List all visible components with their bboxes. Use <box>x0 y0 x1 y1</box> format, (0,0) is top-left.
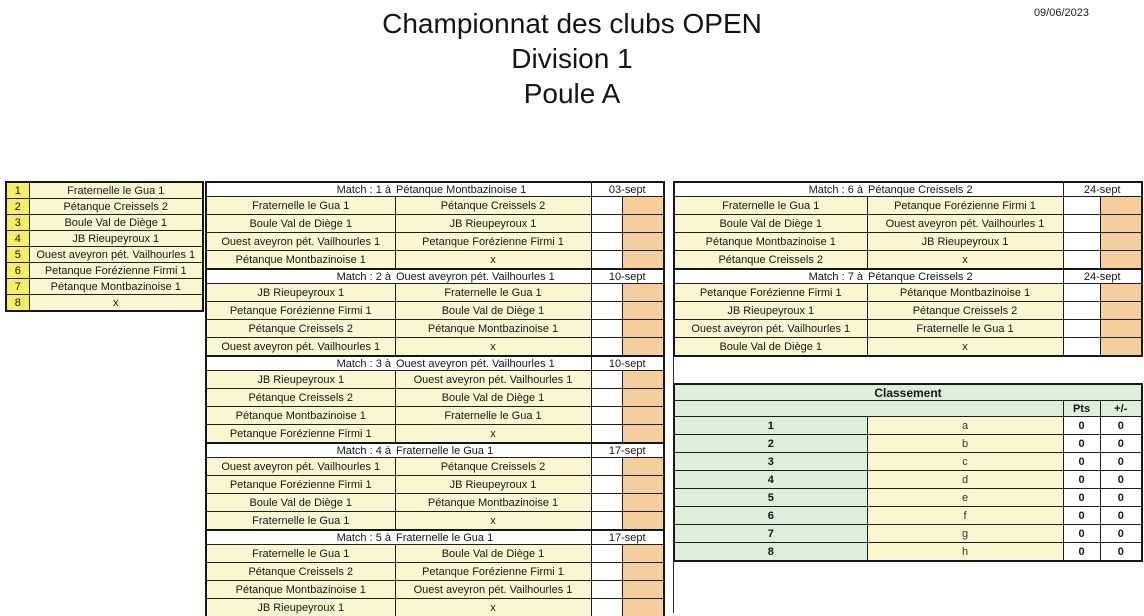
score-cell <box>591 371 622 389</box>
result-cell <box>622 545 664 563</box>
away-team-cell: Pétanque Creissels 2 <box>395 197 591 215</box>
match-number-label: Match : 4 à <box>336 444 391 457</box>
result-cell <box>622 581 664 599</box>
standings-row <box>674 543 1142 562</box>
result-cell <box>1100 197 1142 215</box>
rank-cell: 4 <box>674 471 867 489</box>
diff-cell: 0 <box>1100 543 1142 562</box>
team-name-cell: Ouest aveyron pét. Vailhourles 1 <box>29 247 203 263</box>
match-table-3 <box>205 355 665 444</box>
match-number-label: Match : 6 à <box>808 183 863 196</box>
pairing-row <box>674 320 1142 338</box>
result-cell <box>622 215 664 233</box>
result-cell <box>1100 338 1142 357</box>
home-team-cell: Petanque Forézienne Firmi 1 <box>206 476 395 494</box>
match-title-cell <box>206 530 591 545</box>
match-table-5 <box>205 529 665 616</box>
result-cell <box>1100 302 1142 320</box>
score-cell <box>591 512 622 531</box>
team-placeholder-cell: c <box>867 453 1063 471</box>
match-host-label: Pétanque Montbazinoise 1 <box>396 183 527 196</box>
team-rank-cell: 8 <box>6 295 29 312</box>
pairing-row <box>206 251 664 270</box>
home-team-cell: Pétanque Montbazinoise 1 <box>206 581 395 599</box>
away-team-cell: Petanque Forézienne Firmi 1 <box>395 563 591 581</box>
score-cell <box>591 197 622 215</box>
table-row <box>6 295 203 312</box>
result-cell <box>622 599 664 616</box>
home-team-cell: Petanque Forézienne Firmi 1 <box>206 425 395 444</box>
match-header-row <box>206 530 664 545</box>
home-team-cell: Ouest aveyron pét. Vailhourles 1 <box>674 320 867 338</box>
match-host-label: Ouest aveyron pét. Vailhourles 1 <box>396 270 555 283</box>
standings-row <box>674 507 1142 525</box>
table-row <box>6 263 203 279</box>
match-number-label: Match : 5 à <box>336 531 391 544</box>
home-team-cell: Pétanque Creissels 2 <box>206 320 395 338</box>
result-cell <box>1100 215 1142 233</box>
match-number-label: Match : 3 à <box>336 357 391 370</box>
standings-title: Classement <box>674 384 1142 401</box>
result-cell <box>1100 284 1142 302</box>
table-row <box>6 215 203 231</box>
score-cell <box>1063 251 1100 270</box>
away-team-cell: Ouest aveyron pét. Vailhourles 1 <box>867 215 1063 233</box>
away-team-cell: Pétanque Montbazinoise 1 <box>867 284 1063 302</box>
home-team-cell: Pétanque Montbazinoise 1 <box>206 251 395 270</box>
score-cell <box>591 233 622 251</box>
match-header-row <box>206 269 664 284</box>
away-team-cell: JB Rieupeyroux 1 <box>395 476 591 494</box>
team-name-cell: Fraternelle le Gua 1 <box>29 182 203 199</box>
home-team-cell: JB Rieupeyroux 1 <box>674 302 867 320</box>
home-team-cell: Boule Val de Diège 1 <box>674 215 867 233</box>
match-table-2 <box>205 268 665 357</box>
match-date-cell: 17-sept <box>591 530 664 545</box>
away-team-cell: Fraternelle le Gua 1 <box>395 407 591 425</box>
away-team-cell: x <box>395 425 591 444</box>
result-cell <box>622 197 664 215</box>
diff-cell: 0 <box>1100 453 1142 471</box>
home-team-cell: Pétanque Montbazinoise 1 <box>206 407 395 425</box>
pairing-row <box>206 320 664 338</box>
home-team-cell: JB Rieupeyroux 1 <box>206 284 395 302</box>
table-row <box>6 279 203 295</box>
match-number-label: Match : 1 à <box>336 183 391 196</box>
home-team-cell: Petanque Forézienne Firmi 1 <box>674 284 867 302</box>
score-cell <box>1063 215 1100 233</box>
standings-title-row <box>674 384 1142 401</box>
match-host-label: Pétanque Creissels 2 <box>868 270 973 283</box>
team-placeholder-cell: e <box>867 489 1063 507</box>
score-cell <box>1063 284 1100 302</box>
away-team-cell: x <box>395 512 591 531</box>
score-cell <box>591 320 622 338</box>
home-team-cell: Boule Val de Diège 1 <box>674 338 867 357</box>
team-name-cell: x <box>29 295 203 312</box>
match-title-cell <box>674 182 1063 197</box>
away-team-cell: Fraternelle le Gua 1 <box>867 320 1063 338</box>
score-cell <box>591 494 622 512</box>
match-table-4 <box>205 442 665 531</box>
team-placeholder-cell: a <box>867 417 1063 435</box>
match-number-label: Match : 7 à <box>808 270 863 283</box>
team-name-cell: Boule Val de Diège 1 <box>29 215 203 231</box>
match-title-cell <box>674 269 1063 284</box>
standings-row <box>674 489 1142 507</box>
pairing-row <box>674 197 1142 215</box>
standings-row <box>674 417 1142 435</box>
table-row <box>6 231 203 247</box>
result-cell <box>622 233 664 251</box>
score-cell <box>1063 233 1100 251</box>
score-cell <box>591 599 622 616</box>
match-host-label: Fraternelle le Gua 1 <box>396 444 494 457</box>
team-rank-cell: 7 <box>6 279 29 295</box>
result-cell <box>622 425 664 444</box>
result-cell <box>1100 233 1142 251</box>
standings-row <box>674 525 1142 543</box>
pairing-row <box>206 494 664 512</box>
diff-cell: 0 <box>1100 489 1142 507</box>
match-title-cell <box>206 443 591 458</box>
table-row <box>6 199 203 215</box>
result-cell <box>622 320 664 338</box>
diff-cell: 0 <box>1100 525 1142 543</box>
points-cell: 0 <box>1063 453 1100 471</box>
score-cell <box>591 215 622 233</box>
diff-cell: 0 <box>1100 507 1142 525</box>
standings-row <box>674 471 1142 489</box>
score-cell <box>591 476 622 494</box>
pairing-row <box>674 338 1142 357</box>
score-cell <box>1063 302 1100 320</box>
pairing-row <box>674 302 1142 320</box>
away-team-cell: x <box>395 599 591 616</box>
pairing-row <box>674 215 1142 233</box>
score-cell <box>591 389 622 407</box>
home-team-cell: Fraternelle le Gua 1 <box>674 197 867 215</box>
diff-cell: 0 <box>1100 435 1142 453</box>
match-table-7 <box>673 268 1143 357</box>
away-team-cell: x <box>867 251 1063 270</box>
score-cell <box>591 581 622 599</box>
team-name-cell: Pétanque Creissels 2 <box>29 199 203 215</box>
points-cell: 0 <box>1063 543 1100 562</box>
table-row <box>6 182 203 199</box>
rank-cell: 1 <box>674 417 867 435</box>
team-name-cell: Petanque Forézienne Firmi 1 <box>29 263 203 279</box>
result-cell <box>622 251 664 270</box>
home-team-cell: Ouest aveyron pét. Vailhourles 1 <box>206 338 395 357</box>
result-cell <box>622 389 664 407</box>
pairing-row <box>206 233 664 251</box>
rank-cell: 3 <box>674 453 867 471</box>
away-team-cell: x <box>867 338 1063 357</box>
home-team-cell: Pétanque Creissels 2 <box>206 389 395 407</box>
home-team-cell: Pétanque Creissels 2 <box>674 251 867 270</box>
pairing-row <box>206 425 664 444</box>
rank-cell: 6 <box>674 507 867 525</box>
match-host-label: Fraternelle le Gua 1 <box>396 531 494 544</box>
match-host-label: Ouest aveyron pét. Vailhourles 1 <box>396 357 555 370</box>
pairing-row <box>206 389 664 407</box>
score-cell <box>591 284 622 302</box>
score-cell <box>591 563 622 581</box>
points-cell: 0 <box>1063 435 1100 453</box>
pairing-row <box>674 251 1142 270</box>
rank-cell: 7 <box>674 525 867 543</box>
match-table-1 <box>205 181 665 270</box>
team-rank-cell: 2 <box>6 199 29 215</box>
score-cell <box>591 425 622 444</box>
team-rank-cell: 1 <box>6 182 29 199</box>
team-placeholder-cell: h <box>867 543 1063 562</box>
match-title-cell <box>206 182 591 197</box>
pairing-row <box>206 458 664 476</box>
match-number-label: Match : 2 à <box>336 270 391 283</box>
away-team-cell: Ouest aveyron pét. Vailhourles 1 <box>395 581 591 599</box>
result-cell <box>622 476 664 494</box>
score-cell <box>1063 197 1100 215</box>
match-header-row <box>206 182 664 197</box>
pairing-row <box>206 284 664 302</box>
team-rank-cell: 6 <box>6 263 29 279</box>
page-title <box>0 6 1144 111</box>
match-title-cell <box>206 269 591 284</box>
home-team-cell: Fraternelle le Gua 1 <box>206 512 395 531</box>
standings-row <box>674 453 1142 471</box>
pairing-row <box>206 599 664 616</box>
rank-cell: 2 <box>674 435 867 453</box>
title-line-poule: Poule A <box>523 78 621 109</box>
away-team-cell: x <box>395 251 591 270</box>
title-line-division: Division 1 <box>511 43 633 74</box>
score-cell <box>591 545 622 563</box>
home-team-cell: JB Rieupeyroux 1 <box>206 599 395 616</box>
pairing-row <box>206 563 664 581</box>
standings-row <box>674 435 1142 453</box>
home-team-cell: Boule Val de Diège 1 <box>206 494 395 512</box>
pairing-row <box>206 476 664 494</box>
match-host-label: Pétanque Creissels 2 <box>868 183 973 196</box>
points-cell: 0 <box>1063 471 1100 489</box>
match-table-6 <box>673 181 1143 270</box>
home-team-cell: Fraternelle le Gua 1 <box>206 197 395 215</box>
match-header-row <box>206 356 664 371</box>
match-header-row <box>674 269 1142 284</box>
away-team-cell: Pétanque Creissels 2 <box>395 458 591 476</box>
home-team-cell: Petanque Forézienne Firmi 1 <box>206 302 395 320</box>
match-title-cell <box>206 356 591 371</box>
pairing-row <box>674 284 1142 302</box>
away-team-cell: Ouest aveyron pét. Vailhourles 1 <box>395 371 591 389</box>
away-team-cell: Pétanque Montbazinoise 1 <box>395 494 591 512</box>
result-cell <box>622 302 664 320</box>
pairing-row <box>206 338 664 357</box>
score-cell <box>591 338 622 357</box>
title-line-championship: Championnat des clubs OPEN <box>382 8 762 39</box>
team-placeholder-cell: b <box>867 435 1063 453</box>
score-cell <box>591 407 622 425</box>
team-rank-cell: 5 <box>6 247 29 263</box>
points-cell: 0 <box>1063 507 1100 525</box>
diff-header-cell: +/- <box>1100 401 1142 417</box>
team-placeholder-cell: d <box>867 471 1063 489</box>
rank-cell: 5 <box>674 489 867 507</box>
team-name-cell: JB Rieupeyroux 1 <box>29 231 203 247</box>
away-team-cell: Petanque Forézienne Firmi 1 <box>867 197 1063 215</box>
pairing-row <box>206 197 664 215</box>
home-team-cell: Pétanque Creissels 2 <box>206 563 395 581</box>
match-header-row <box>674 182 1142 197</box>
diff-cell: 0 <box>1100 417 1142 435</box>
result-cell <box>1100 251 1142 270</box>
result-cell <box>1100 320 1142 338</box>
score-cell <box>591 302 622 320</box>
team-rank-cell: 4 <box>6 231 29 247</box>
rank-cell: 8 <box>674 543 867 562</box>
away-team-cell: JB Rieupeyroux 1 <box>867 233 1063 251</box>
result-cell <box>622 458 664 476</box>
home-team-cell: Boule Val de Diège 1 <box>206 215 395 233</box>
standings-header-row <box>674 401 1142 417</box>
pairing-row <box>206 512 664 531</box>
home-team-cell: JB Rieupeyroux 1 <box>206 371 395 389</box>
result-cell <box>622 338 664 357</box>
result-cell <box>622 371 664 389</box>
score-cell <box>1063 320 1100 338</box>
home-team-cell: Ouest aveyron pét. Vailhourles 1 <box>206 458 395 476</box>
result-cell <box>622 563 664 581</box>
away-team-cell: Petanque Forézienne Firmi 1 <box>395 233 591 251</box>
result-cell <box>622 494 664 512</box>
away-team-cell: Boule Val de Diège 1 <box>395 545 591 563</box>
team-roster-table <box>5 181 204 312</box>
points-cell: 0 <box>1063 525 1100 543</box>
team-placeholder-cell: g <box>867 525 1063 543</box>
home-team-cell: Fraternelle le Gua 1 <box>206 545 395 563</box>
document-date: 09/06/2023 <box>1033 7 1089 19</box>
points-cell: 0 <box>1063 489 1100 507</box>
team-name-cell: Pétanque Montbazinoise 1 <box>29 279 203 295</box>
score-cell <box>591 458 622 476</box>
match-date-cell: 03-sept <box>591 182 664 197</box>
standings-table <box>673 383 1143 562</box>
team-placeholder-cell: f <box>867 507 1063 525</box>
result-cell <box>622 407 664 425</box>
match-date-cell: 10-sept <box>591 269 664 284</box>
result-cell <box>622 284 664 302</box>
team-rank-cell: 3 <box>6 215 29 231</box>
score-cell <box>591 251 622 270</box>
table-row <box>6 247 203 263</box>
away-team-cell: Pétanque Creissels 2 <box>867 302 1063 320</box>
pairing-row <box>206 371 664 389</box>
away-team-cell: Fraternelle le Gua 1 <box>395 284 591 302</box>
pairing-row <box>674 233 1142 251</box>
away-team-cell: Boule Val de Diège 1 <box>395 302 591 320</box>
away-team-cell: JB Rieupeyroux 1 <box>395 215 591 233</box>
match-header-row <box>206 443 664 458</box>
result-cell <box>622 512 664 531</box>
pairing-row <box>206 302 664 320</box>
points-cell: 0 <box>1063 417 1100 435</box>
pairing-row <box>206 215 664 233</box>
match-date-cell: 17-sept <box>591 443 664 458</box>
pairing-row <box>206 407 664 425</box>
away-team-cell: Pétanque Montbazinoise 1 <box>395 320 591 338</box>
away-team-cell: Boule Val de Diège 1 <box>395 389 591 407</box>
match-date-cell: 24-sept <box>1063 269 1142 284</box>
points-header-cell: Pts <box>1063 401 1100 417</box>
score-cell <box>1063 338 1100 357</box>
pairing-row <box>206 545 664 563</box>
diff-cell: 0 <box>1100 471 1142 489</box>
home-team-cell: Ouest aveyron pét. Vailhourles 1 <box>206 233 395 251</box>
pairing-row <box>206 581 664 599</box>
match-date-cell: 10-sept <box>591 356 664 371</box>
standings-header-spacer <box>674 401 1063 417</box>
match-date-cell: 24-sept <box>1063 182 1142 197</box>
away-team-cell: x <box>395 338 591 357</box>
home-team-cell: Pétanque Montbazinoise 1 <box>674 233 867 251</box>
